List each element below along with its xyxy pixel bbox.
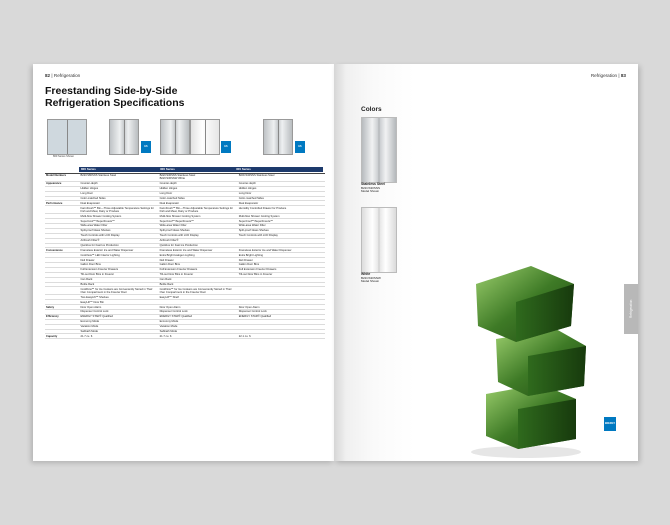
stainless-steel-caption	[361, 183, 385, 194]
cell-300b: Gallon Door Bins	[238, 263, 325, 268]
row-category: Appearance	[45, 181, 79, 186]
cell-300b: ENERGY STAR® Qualified	[238, 314, 325, 319]
cell-800: Dispenser Control Lock	[79, 310, 158, 315]
colors-title: Colors	[361, 106, 382, 113]
cell-300a: Dual Evaporator	[159, 201, 238, 206]
series-header-1: 800 Series	[79, 167, 160, 172]
cell-800: Full Extension Freezer Drawers	[79, 267, 158, 272]
stainless-steel-swatch	[361, 117, 397, 183]
cell-800: Spill-proof Glass Shelves	[79, 228, 158, 233]
cell-300a: CoolFlow™ for Ice Cookers are Conveniently Stored in Their Own Compartment in the Freezer Door	[159, 287, 238, 295]
cell-800: Long Door	[79, 191, 158, 196]
cell-300b: Touch Controls with LCD Display	[238, 233, 325, 238]
cell-800: Sabbath Mode	[79, 329, 158, 334]
cell-300a: Economy Mode	[159, 319, 238, 324]
right-page	[334, 64, 638, 461]
right-page-header: Refrigeration | 83	[590, 73, 626, 78]
frozen-spinach-photo	[456, 254, 606, 461]
cell-300b: Extra Bright Lighting	[238, 253, 325, 258]
cell-800: Two EasyLift™ Shelves	[79, 295, 158, 300]
cell-300a: Hidden Hinges	[159, 186, 238, 191]
cell-300a: B22CS30SNS Stainless Steel B22CS30SNW White	[159, 174, 238, 182]
cell-300a: Frameless Exterior Ice and Water Dispenser	[159, 248, 238, 253]
table-row	[45, 206, 325, 214]
cell-300a: Can Rack	[159, 277, 238, 282]
fridge-300-white-image	[190, 119, 220, 155]
left-page-number: 82	[45, 73, 51, 78]
cell-300a: 21.7 cu. ft.	[159, 334, 238, 339]
row-category: Model Numbers	[45, 174, 79, 182]
cell-300a: Full Extension Freezer Drawers	[159, 267, 238, 272]
right-section-name: Refrigeration	[590, 73, 618, 78]
cell-800: Door Open Alarm	[79, 305, 158, 310]
cell-300b: Deli Drawer	[238, 258, 325, 263]
white-caption	[361, 273, 381, 284]
image-caption: 800 Series Shown	[53, 155, 75, 158]
cell-300a: ENERGY STAR® Qualified	[159, 314, 238, 319]
row-category: Safety	[45, 305, 79, 310]
cell-300a: Dispenser Control Lock	[159, 310, 238, 315]
cell-800: AirFresh Filter®	[79, 238, 158, 243]
row-category: Efficiency	[45, 314, 79, 319]
left-section-name: Refrigeration	[53, 73, 81, 78]
row-category: Performance	[45, 201, 79, 206]
cell-800: Touch Controls with LCD Display	[79, 233, 158, 238]
cell-300b: B20CS30SNS Stainless Steel	[238, 174, 325, 182]
cell-800: QuickIce for Fast Ice Production	[79, 243, 158, 248]
energy-star-icon: ES	[295, 141, 305, 153]
cell-300a: QuickIce for Fast Ice Production	[159, 243, 238, 248]
cell-300b: Multi-flow Shower Cooling System	[238, 214, 325, 219]
cell-300a: Extra Bright Halogen Lighting	[159, 253, 238, 258]
cell-300b: Dispenser Control Lock	[238, 310, 325, 315]
color-name: Stainless Steel	[361, 182, 385, 186]
energy-star-icon: ENERGY STAR	[604, 417, 616, 431]
cell-800: Wide-area Water Filter	[79, 224, 158, 229]
cell-800: SuperCool™/SuperFreeze™	[79, 219, 158, 224]
cell-300b: SuperCool™/SuperFreeze™	[238, 219, 325, 224]
cell-800: Deli Drawer	[79, 258, 158, 263]
cell-300b: Long Door	[238, 191, 325, 196]
page-title: Freestanding Side-by-Side Refrigeration Specifications	[45, 85, 185, 109]
cell-800: CoolFlow™ for Ice Cookers are Conveniently Stored in Their Own Compartment in the Freezer Door	[79, 287, 158, 295]
cell-300a: Sabbath Mode	[159, 329, 238, 334]
spec-table-body	[45, 174, 325, 339]
cell-800: Vacation Mode	[79, 324, 158, 329]
cell-300a: Touch Controls with LCD Display	[159, 233, 238, 238]
cell-800: CoolView™ LED Interior Lighting	[79, 253, 158, 258]
cell-300a: Color-matched Sides	[159, 196, 238, 201]
cell-300a: AirFresh Filter®	[159, 238, 238, 243]
cell-800: Bottle Rack	[79, 282, 158, 287]
cell-300a: Gallon Door Bins	[159, 263, 238, 268]
cell-300b: Color-matched Sides	[238, 196, 325, 201]
cell-300b	[238, 287, 325, 295]
cell-800: Gallon Door Bins	[79, 263, 158, 268]
table-row	[45, 287, 325, 295]
cell-300a: Wide-area Water Filter	[159, 224, 238, 229]
cell-300b: Counter-depth	[238, 181, 325, 186]
fridge-800-image	[109, 119, 139, 155]
cell-800: Economy Mode	[79, 319, 158, 324]
series-header-2: 300 Series	[158, 167, 236, 172]
cell-800: Frameless Exterior Ice and Water Dispenser	[79, 248, 158, 253]
cell-800: Can Rack	[79, 277, 158, 282]
cell-800: EasyLift™ Door Bin	[79, 300, 158, 305]
cell-300b: Spill-proof Glass Shelves	[238, 228, 325, 233]
cell-300b: Tilt-out Door Bins in Freezer	[238, 272, 325, 277]
cell-300a: Tilt-out Door Bins in Freezer	[159, 272, 238, 277]
side-tab: Refrigeration	[624, 284, 638, 334]
spec-table	[45, 173, 325, 339]
cell-800: Color-matched Sides	[79, 196, 158, 201]
cell-800: ENERGY STAR® Qualified	[79, 314, 158, 319]
cell-300a: EasyLift™ Shelf	[159, 295, 238, 300]
cell-300a: Deli Drawer	[159, 258, 238, 263]
cell-300b: Hidden Hinges	[238, 186, 325, 191]
cell-300b: Humidity Controlled Drawer for Produce	[238, 206, 325, 214]
open-fridge-image	[47, 119, 87, 155]
cell-300b: Dual Evaporator	[238, 201, 325, 206]
fridge-300-20-image	[263, 119, 293, 155]
cell-300b: Door Open Alarm	[238, 305, 325, 310]
cell-300a: Long Door	[159, 191, 238, 196]
energy-star-icon: ES	[141, 141, 151, 153]
cell-300b: Wide-area Water Filter	[238, 224, 325, 229]
cell-800: B22CS80SNS Stainless Steel	[79, 174, 158, 182]
fridge-300-steel-image	[160, 119, 190, 155]
cell-300b: Full Extension Freezer Drawers	[238, 267, 325, 272]
cell-300b: Frameless Exterior Ice and Water Dispenser	[238, 248, 325, 253]
cell-800: 21.7 cu. ft.	[79, 334, 158, 339]
left-page	[33, 64, 334, 461]
cell-800: Tilt-out Door Bins in Freezer	[79, 272, 158, 277]
row-category: Capacity	[45, 334, 79, 339]
table-row	[45, 334, 325, 339]
cell-300a: Spill-proof Glass Shelves	[159, 228, 238, 233]
cell-800: Dual Evaporator	[79, 201, 158, 206]
cell-800: Multi-flow Shower Cooling System	[79, 214, 158, 219]
table-row	[45, 174, 325, 182]
white-swatch	[361, 207, 397, 273]
right-page-number: 83	[620, 73, 626, 78]
cell-300a: Bottle Rack	[159, 282, 238, 287]
cell-300a: Counter-depth	[159, 181, 238, 186]
color-name: White	[361, 272, 371, 276]
cell-300a: SuperCool™/SuperFreeze™	[159, 219, 238, 224]
cell-800: FarmFresh™ Bin—Three Adjustable Temperature Settings for Fish and Meat, Dairy or Produce	[79, 206, 158, 214]
color-models: B22CS30SNW Model Shown	[361, 275, 381, 284]
row-category	[45, 206, 79, 214]
left-page-header: 82 | Refrigeration	[45, 73, 81, 78]
color-models: B22CS30SNS Model Shown	[361, 185, 381, 194]
cell-800: Hidden Hinges	[79, 186, 158, 191]
cell-300b: 22.1 cu. ft.	[238, 334, 325, 339]
cell-300a: Door Open Alarm	[159, 305, 238, 310]
cell-300a: Vacation Mode	[159, 324, 238, 329]
row-category: Convenience	[45, 248, 79, 253]
cell-800: Counter-depth	[79, 181, 158, 186]
energy-star-icon: ES	[221, 141, 231, 153]
cell-300a: Multi-flow Shower Cooling System	[159, 214, 238, 219]
series-header-3: 300 Series	[234, 167, 323, 172]
cell-300a: FarmFresh™ Bin—Three Adjustable Temperature Settings for Fish and Meat, Dairy or Produce	[159, 206, 238, 214]
row-category	[45, 287, 79, 295]
